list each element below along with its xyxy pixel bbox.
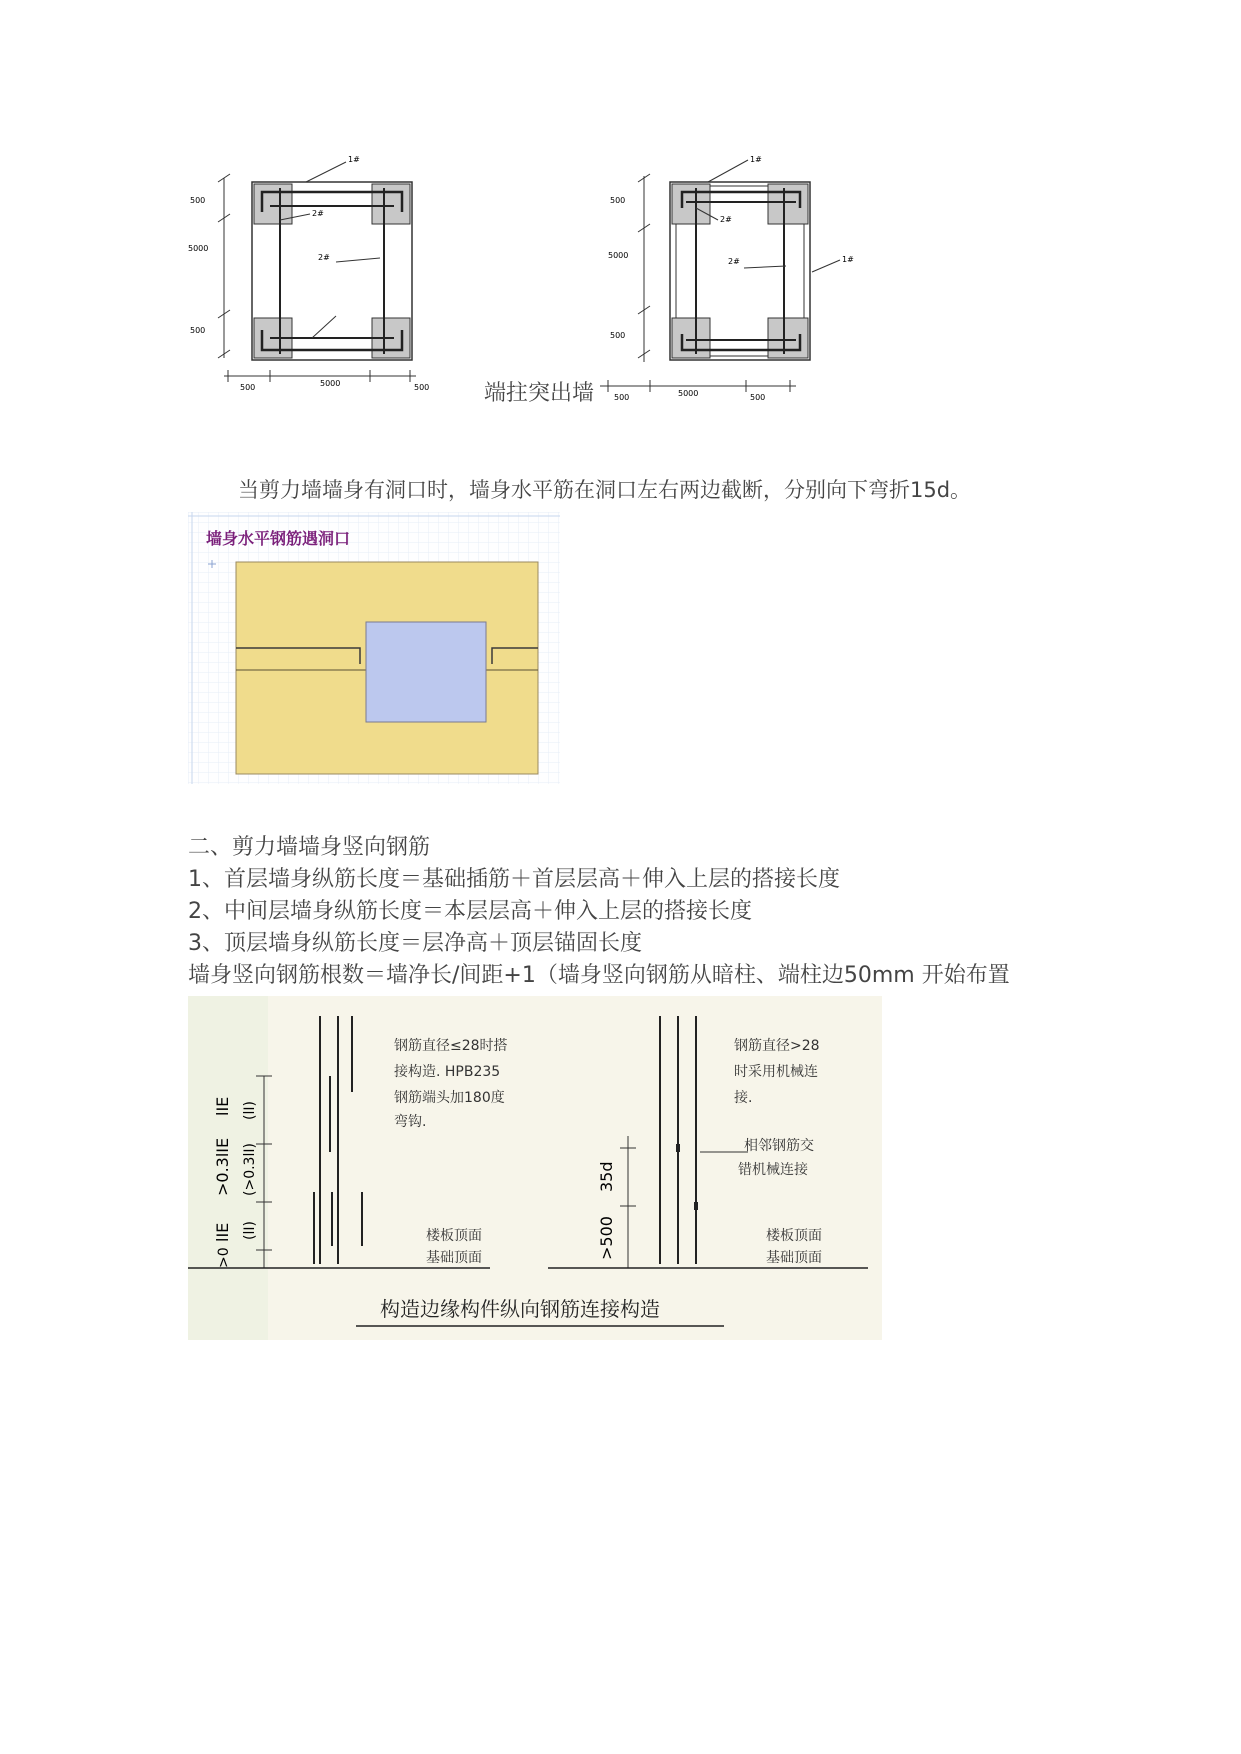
floor-left-2: 基础顶面 xyxy=(426,1250,482,1266)
tag-2b: 2# xyxy=(728,257,740,266)
dim-left-2: 5000 xyxy=(188,244,209,253)
tag-2b: 2# xyxy=(318,253,330,262)
dim-lIE-1: lIE xyxy=(213,1096,232,1116)
column-section-figure-right xyxy=(600,148,920,408)
dim-left-3: 500 xyxy=(610,331,626,340)
mech-label-2: 错机械连接 xyxy=(738,1162,808,1178)
figure-caption: 端拄突出墙 xyxy=(484,381,595,406)
wall-opening-drawing xyxy=(188,512,560,784)
right-note-2: 时采用机械连 xyxy=(734,1064,818,1080)
section-heading: 二、剪力墙墙身竖向钢筋 xyxy=(188,835,431,860)
dim-lI-2: (lI) xyxy=(242,1221,258,1240)
tag-1: 1# xyxy=(348,155,360,164)
dim-gt500: >500 xyxy=(597,1216,616,1260)
dim-35d: 35d xyxy=(597,1161,616,1192)
dim-bottom-1: 500 xyxy=(240,383,256,392)
dim-bottom-2: 5000 xyxy=(320,379,341,388)
mech-label-1: 相邻钢筋交 xyxy=(744,1138,814,1154)
right-note-1: 钢筋直径>28 xyxy=(734,1038,820,1054)
dim-bottom-3: 500 xyxy=(750,393,766,402)
floor-right-2: 基础顶面 xyxy=(766,1250,822,1266)
splice-caption: 构造边缘构件纵向钢筋连接构造 xyxy=(380,1297,660,1321)
dim-bottom-1: 500 xyxy=(614,393,630,402)
wall-opening-figure xyxy=(188,512,560,784)
column-section-figure-left xyxy=(180,148,480,408)
tag-2a: 2# xyxy=(720,215,732,224)
dim-left-1: 500 xyxy=(190,196,206,205)
splice-detail-figure xyxy=(188,996,882,1340)
dim-bottom-2: 5000 xyxy=(678,389,699,398)
dim-lIE-2: lIE xyxy=(213,1222,232,1242)
right-note-3: 接. xyxy=(734,1090,753,1106)
rule-item-2: 2、中间层墙身纵筋长度＝本层层高＋伸入上层的搭接长度 xyxy=(188,899,752,924)
floor-right-1: 楼板顶面 xyxy=(766,1228,822,1244)
dim-lI-1: (lI) xyxy=(242,1101,258,1120)
left-note-2: 接构造. HPB235 xyxy=(394,1064,501,1080)
dim-left-2: 5000 xyxy=(608,251,629,260)
tag-1: 1# xyxy=(750,155,762,164)
opening-figure-title: 墙身水平钢筋遇洞口 xyxy=(206,529,351,548)
left-note-4: 弯钩. xyxy=(394,1114,427,1130)
dim-bottom-3: 500 xyxy=(414,383,430,392)
dim-03lI: (>0.3lI) xyxy=(242,1143,258,1196)
rule-item-3: 3、顶层墙身纵筋长度＝层净高＋顶层锚固长度 xyxy=(188,931,642,956)
dim-left-3: 500 xyxy=(190,326,206,335)
floor-left-1: 楼板顶面 xyxy=(426,1228,482,1244)
dim-left-1: 500 xyxy=(610,196,626,205)
tag-2a: 2# xyxy=(312,209,324,218)
tag-1b: 1# xyxy=(842,255,854,264)
paragraph-opening: 当剪力墙墙身有洞口时，墙身水平筋在洞口左右两边截断，分别向下弯折15d。 xyxy=(238,478,972,502)
left-note-3: 钢筋端头加180度 xyxy=(394,1090,505,1106)
rule-item-1: 1、首层墙身纵筋长度＝基础插筋＋首层层高＋伸入上层的搭接长度 xyxy=(188,867,840,892)
count-line: 墙身竖向钢筋根数＝墙净长/间距+1（墙身竖向钢筋从暗柱、端柱边50mm 开始布置 xyxy=(188,963,1010,988)
left-note-1: 钢筋直径≤28时搭 xyxy=(394,1038,508,1054)
dim-gt0: >0 xyxy=(216,1247,232,1268)
dim-03lIE: >0.3lIE xyxy=(213,1137,232,1196)
